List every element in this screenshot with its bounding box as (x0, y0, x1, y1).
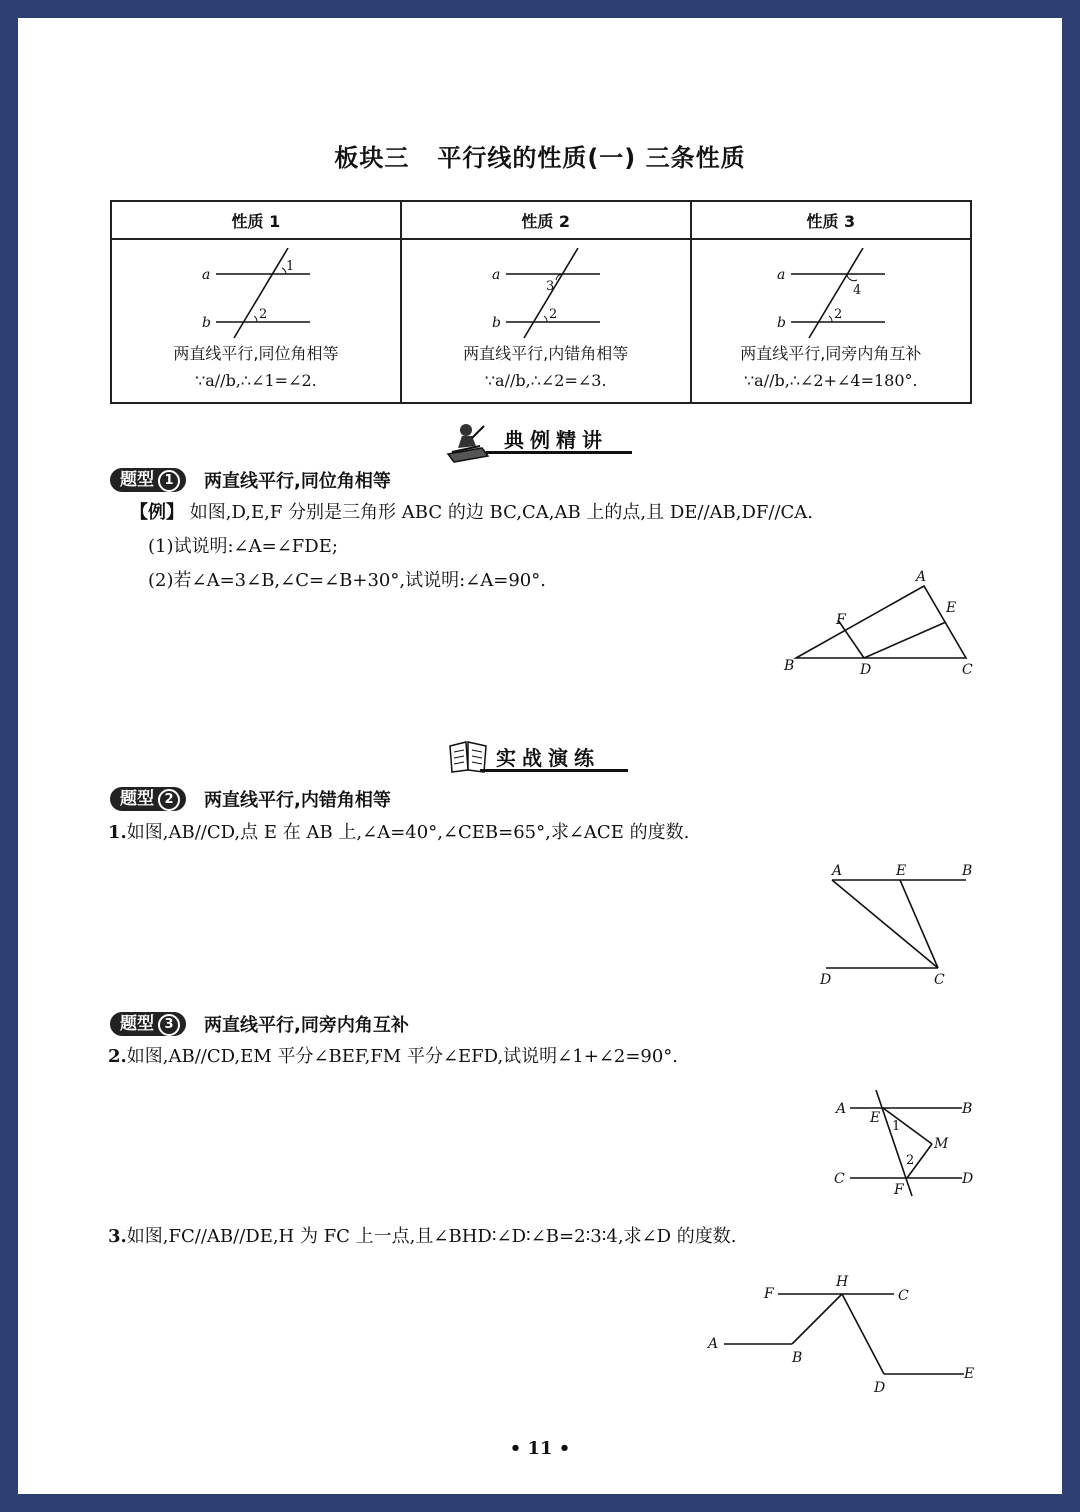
point-D-label: D (860, 662, 872, 678)
point-A-label: A (836, 1101, 847, 1117)
type-1-badge: 题型 1 (110, 468, 186, 492)
point-B-label: B (962, 863, 973, 879)
point-M-label: M (934, 1136, 949, 1152)
page (18, 18, 1062, 1494)
line-b-label: b (776, 315, 786, 331)
example-triangle-figure (778, 566, 988, 682)
point-A-label: A (832, 863, 843, 879)
angle-4-label: 4 (852, 283, 862, 298)
point-E-label: E (964, 1366, 975, 1382)
property-1-statement: 两直线平行,同位角相等 (173, 344, 339, 363)
angle-2-label: 2 (548, 307, 557, 322)
type-2-badge: 题型 2 (110, 787, 186, 811)
point-D-label: D (874, 1380, 886, 1396)
angle-1-label: 1 (285, 259, 295, 274)
point-C-label: C (962, 662, 973, 678)
point-C-label: C (934, 972, 945, 988)
property-2-header: 性质 2 (401, 201, 691, 239)
problem-2-text: 如图,AB//CD,EM 平分∠BEF,FM 平分∠EFD,试说明∠1+∠2=90°. (126, 1046, 679, 1067)
example-text: 如图,D,E,F 分别是三角形 ABC 的边 BC,CA,AB 上的点,且 DE//AB,DF//CA. (189, 502, 814, 523)
page-title (18, 138, 1062, 173)
point-F-label: F (764, 1286, 774, 1302)
angle-2-label: 2 (833, 307, 843, 322)
property-2-cell (401, 239, 691, 403)
point-E-label: E (896, 863, 907, 879)
point-C-label: C (898, 1288, 909, 1304)
property-1-figure (186, 248, 326, 340)
property-1-cell (111, 239, 401, 403)
property-1-header: 性质 1 (111, 201, 401, 239)
problem-2-number: 2. (108, 1046, 127, 1067)
point-D-label: D (820, 972, 832, 988)
examples-section-underline (486, 451, 632, 454)
point-C-label: C (834, 1171, 845, 1187)
type-1-title: 两直线平行,同位角相等 (204, 471, 391, 492)
problem-3-number: 3. (108, 1226, 127, 1247)
practice-section-underline (480, 769, 628, 772)
property-3-formula: ∵a//b,∴∠2+∠4=180°. (744, 371, 918, 390)
problem-2 (108, 1042, 678, 1072)
angle-3-label: 3 (545, 279, 554, 294)
problem-1-text: 如图,AB//CD,点 E 在 AB 上,∠A=40°,∠CEB=65°,求∠ACE 的度数. (126, 822, 690, 843)
type-2-title: 两直线平行,内错角相等 (204, 790, 391, 811)
type-3-title: 两直线平行,同旁内角互补 (204, 1015, 409, 1036)
point-B-label: B (792, 1350, 803, 1366)
point-A-label: A (708, 1336, 719, 1352)
problem-2-figure (830, 1088, 980, 1200)
point-B-label: B (784, 658, 795, 674)
line-b-label: b (491, 315, 501, 331)
property-1-formula: ∵a//b,∴∠1=∠2. (195, 371, 317, 390)
point-H-label: H (836, 1274, 849, 1290)
line-a-label: a (776, 267, 786, 283)
title-part1: 板块三 (334, 144, 410, 172)
examples-section-title: 典例精讲 (504, 428, 608, 452)
point-E-label: E (946, 600, 957, 616)
property-3-statement: 两直线平行,同旁内角互补 (740, 344, 922, 363)
line-b-label: b (201, 315, 211, 331)
type-3-badge: 题型 3 (110, 1012, 186, 1036)
page-number: • 11 • (509, 1438, 571, 1459)
example-tag: 【例】 (130, 502, 184, 523)
example-question-1: (1)试说明:∠A=∠FDE; (148, 536, 338, 557)
point-F-label: F (836, 612, 846, 628)
properties-table (110, 200, 972, 404)
problem-1-number: 1. (108, 822, 127, 843)
practice-section-title: 实战演练 (496, 746, 600, 770)
title-part2: 平行线的性质(一) 三条性质 (437, 144, 746, 172)
property-3-header: 性质 3 (691, 201, 971, 239)
property-2-statement: 两直线平行,内错角相等 (463, 344, 629, 363)
angle-2-label: 2 (906, 1153, 915, 1168)
property-2-formula: ∵a//b,∴∠2=∠3. (484, 371, 607, 390)
point-E-label: E (870, 1110, 881, 1126)
point-D-label: D (962, 1171, 974, 1187)
examples-section-icon (442, 418, 492, 464)
property-3-figure (761, 248, 901, 340)
example-question-2: (2)若∠A=3∠B,∠C=∠B+30°,试说明:∠A=90°. (148, 570, 546, 591)
problem-3 (108, 1222, 737, 1252)
problem-3-text: 如图,FC//AB//DE,H 为 FC 上一点,且∠BHD∶∠D∶∠B=2∶3∶4,求∠D 的度数. (126, 1226, 737, 1247)
property-2-figure (476, 248, 616, 340)
angle-2-label: 2 (258, 307, 268, 322)
line-a-label: a (491, 267, 501, 283)
example-statement (130, 498, 813, 528)
point-F-label: F (894, 1182, 904, 1198)
problem-1-figure (818, 860, 988, 990)
property-3-cell (691, 239, 971, 403)
problem-3-figure (698, 1270, 988, 1404)
point-B-label: B (962, 1101, 973, 1117)
problem-1 (108, 818, 689, 848)
line-a-label: a (201, 267, 211, 283)
point-A-label: A (916, 569, 927, 585)
angle-1-label: 1 (892, 1119, 901, 1134)
